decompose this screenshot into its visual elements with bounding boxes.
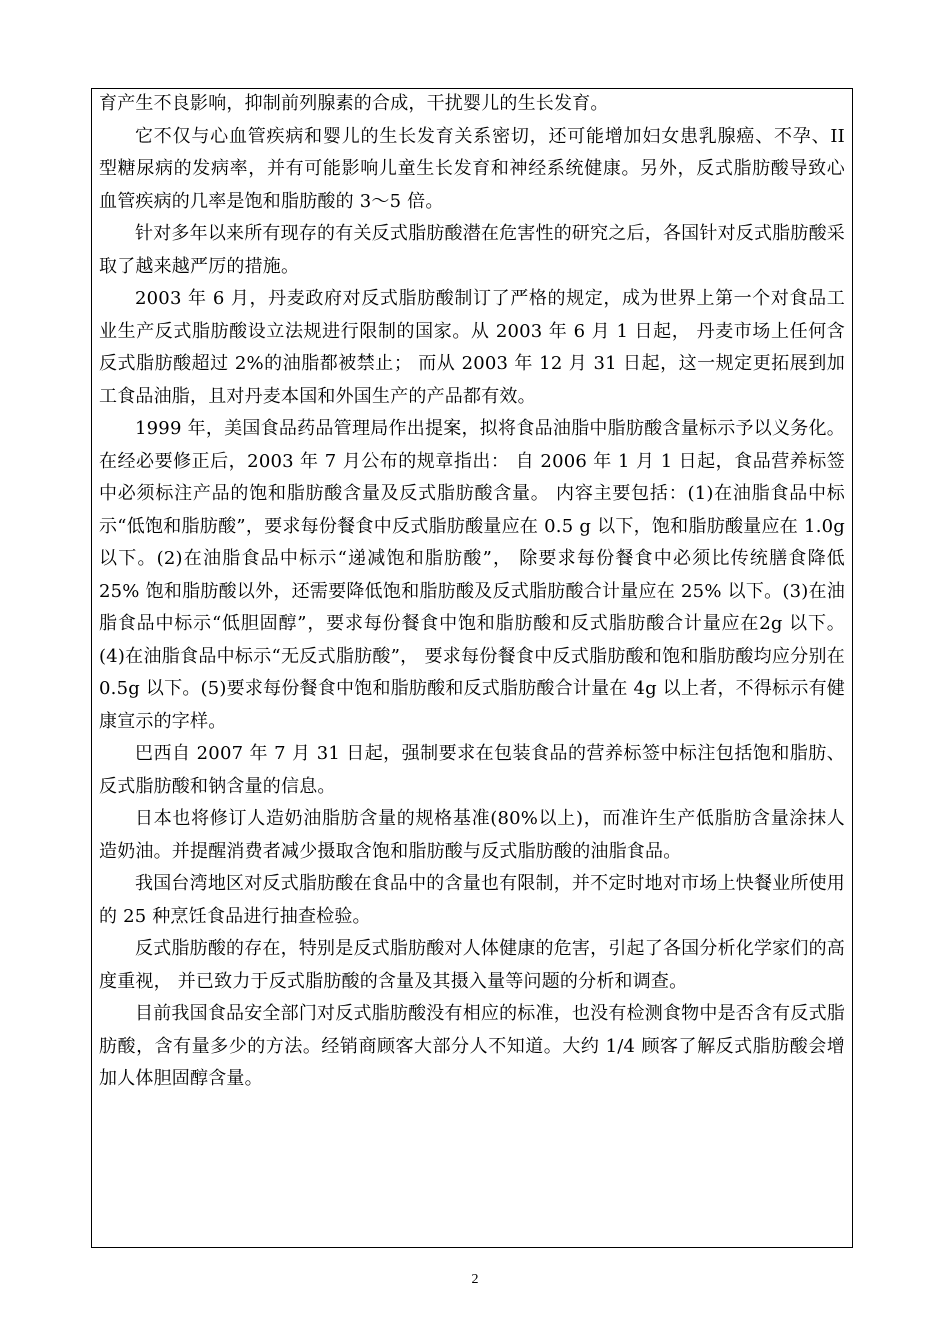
paragraph-1: 育产生不良影响，抑制前列腺素的合成，干扰婴儿的生长发育。 — [99, 93, 609, 114]
paragraph-8: 我国台湾地区对反式脂肪酸在食品中的含量也有限制，并不定时地对市场上快餐业所使用的 25 种烹饪食品进行抽查检验。 — [99, 873, 845, 927]
paragraph-3: 针对多年以来所有现存的有关反式脂肪酸潜在危害性的研究之后，各国针对反式脂肪酸采取了越来越严厉的措施。 — [99, 223, 845, 277]
paragraph-5: 1999 年，美国食品药品管理局作出提案，拟将食品油脂中脂肪酸含量标示予以义务化。在经必要修正后，2003 年 7 月公布的规章指出： 自 2006 年 1 月 1 日起，食品营养标签中必须标注产品的饱和脂肪酸含量及反式脂肪酸含量。 内容主要包括：(1)在油脂食品中标示“低饱和脂肪酸”，要求每份餐食中反式脂肪酸量应在 0.5 g 以下，饱和脂肪酸量应在 1.0g 以下。(2)在油脂食品中标示“递减饱和脂肪酸”， 除要求每份餐食中必须比传统膳食降低 25% 饱和脂肪酸以外，还需要降低饱和脂肪酸及反式脂肪酸合计量应在 25% 以下。(3)在油脂食品中标示“低胆固醇”，要求每份餐食中饱和脂肪酸和反式脂肪酸合计量应在2g 以下。(4)在油脂食品中标示“无反式脂肪酸”， 要求每份餐食中反式脂肪酸和饱和脂肪酸均应分别在 0.5g 以下。(5)要求每份餐食中饱和脂肪酸和反式脂肪酸合计量在 4g 以上者，不得标示有健康宣示的字样。 — [99, 418, 845, 732]
paragraph-9: 反式脂肪酸的存在，特别是反式脂肪酸对人体健康的危害，引起了各国分析化学家们的高度重视， 并已致力于反式脂肪酸的含量及其摄入量等问题的分析和调查。 — [99, 938, 845, 992]
paragraph-4: 2003 年 6 月，丹麦政府对反式脂肪酸制订了严格的规定，成为世界上第一个对食品工业生产反式脂肪酸设立法规进行限制的国家。从 2003 年 6 月 1 日起， 丹麦市场上任何含反式脂肪酸超过 2%的油脂都被禁止； 而从 2003 年 12 月 31 日起，这一规定更拓展到加工食品油脂，且对丹麦本国和外国生产的产品都有效。 — [99, 288, 845, 407]
paragraph-7: 日本也将修订人造奶油脂肪含量的规格基准(80%以上)，而准许生产低脂肪含量涂抹人造奶油。并提醒消费者减少摄取含饱和脂肪酸与反式脂肪酸的油脂食品。 — [99, 808, 845, 862]
paragraph-2: 它不仅与心血管疾病和婴儿的生长发育关系密切，还可能增加妇女患乳腺癌、不孕、II 型糖尿病的发病率，并有可能影响儿童生长发育和神经系统健康。另外，反式脂肪酸导致心血管疾病的几率是饱和脂肪酸的 3～5 倍。 — [99, 125, 845, 212]
document-body — [99, 88, 845, 1096]
paragraph-10: 目前我国食品安全部门对反式脂肪酸没有相应的标准，也没有检测食物中是否含有反式脂肪酸，含有量多少的方法。经销商顾客大部分人不知道。大约 1/4 顾客了解反式脂肪酸会增加人体胆固醇含量。 — [99, 1003, 845, 1089]
paragraph-6: 巴西自 2007 年 7 月 31 日起，强制要求在包装食品的营养标签中标注包括饱和脂肪、反式脂肪酸和钠含量的信息。 — [99, 743, 845, 797]
page-number: 2 — [471, 1272, 479, 1287]
